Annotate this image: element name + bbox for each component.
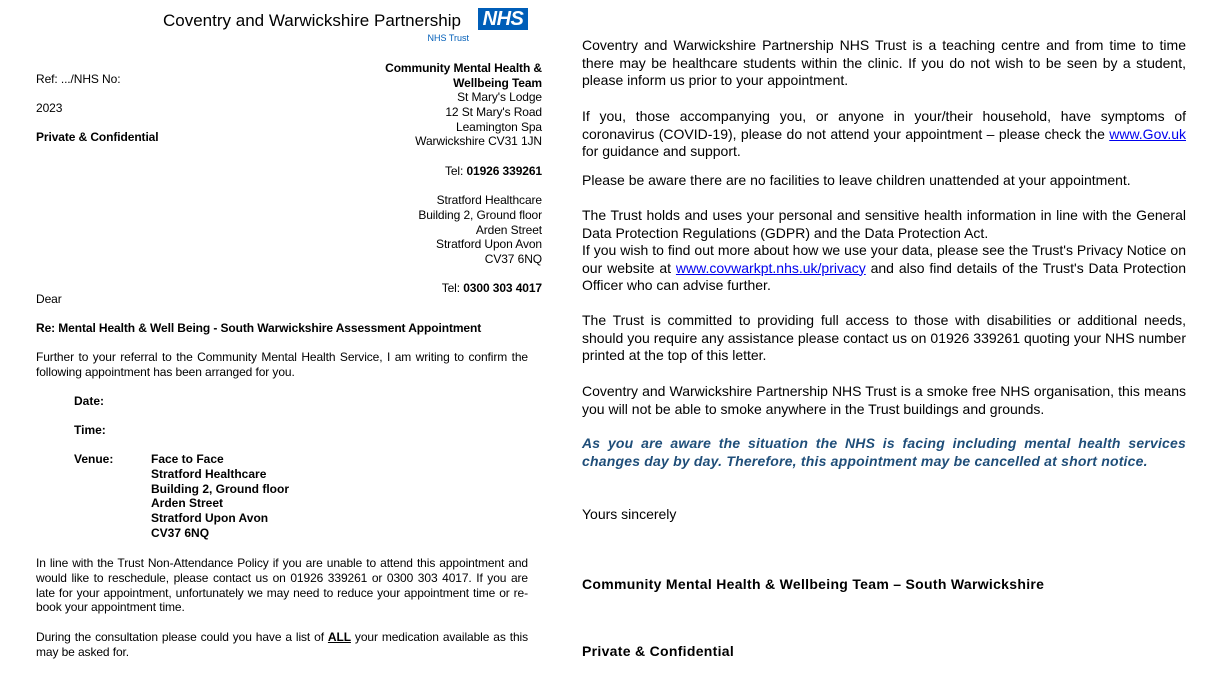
subject-line: Re: Mental Health & Well Being - South Warwickshire Assessment Appointment (36, 321, 482, 335)
letter-year: 2023 (36, 101, 63, 115)
nhs-trust-label: NHS Trust (427, 33, 469, 43)
telephone-stratford (442, 281, 542, 296)
smoke-free-paragraph: Coventry and Warwickshire Partnership NHS Trust is a smoke free NHS organisation, this means you will not be able to smoke anywhere in the Trust buildings and grounds. (582, 383, 1186, 417)
address-line: St Mary's Lodge (457, 90, 542, 104)
address-line: Arden Street (475, 222, 542, 237)
team-name-line: Community Mental Health & (385, 61, 542, 75)
address-line: Building 2, Ground floor (418, 207, 542, 222)
children-paragraph: Please be aware there are no facilities to leave children unattended at your appointment. (582, 172, 1131, 188)
tel-label: Tel: (444, 164, 464, 178)
venue-line: Stratford Upon Avon (151, 511, 269, 526)
covid-paragraph (582, 108, 1186, 161)
venue-label: Venue: (74, 452, 114, 466)
reference-line: Ref: .../NHS No: (36, 72, 121, 86)
venue-line: CV37 6NQ (151, 525, 210, 540)
private-confidential-footer: Private & Confidential (582, 643, 735, 659)
tel-number: 0300 303 4017 (463, 281, 542, 295)
venue-line: Building 2, Ground floor (151, 481, 289, 496)
gov-uk-link[interactable]: www.Gov.uk (1109, 125, 1186, 142)
non-attendance-policy: In line with the Trust Non-Attendance Policy if you are unable to attend this appointment and would like to reschedule, please contact us on 01926 339261 or 0300 303 4017. If you are late for your appointment, unfortunately we may need to reduce your appointment time or re-book your appointment time. (36, 556, 528, 615)
venue-line: Arden Street (151, 496, 224, 511)
address-block-leamington (415, 90, 542, 149)
medication-text: your medication available as this may be asked for. (36, 630, 528, 659)
privacy-text-end: and also find details of the Trust's Data Protection Officer who can advise further. (582, 259, 1186, 293)
teaching-centre-paragraph: Coventry and Warwickshire Partnership NHS Trust is a teaching centre and from time to time there may be healthcare students within the clinic. If you do not wish to be seen by a student, please inform us prior to your appointment. (582, 37, 1186, 88)
address-line: Leamington Spa (456, 119, 542, 134)
tel-number: 01926 339261 (466, 164, 542, 178)
time-label: Time: (74, 423, 106, 437)
venue-line: Stratford Healthcare (151, 466, 267, 481)
intro-paragraph: Further to your referral to the Community Mental Health Service, I am writing to confirm the following appointment has been arranged for you. (36, 350, 528, 379)
nhs-logo: NHS (478, 8, 528, 30)
telephone-leamington (445, 164, 542, 179)
yours-sincerely: Yours sincerely (582, 506, 677, 522)
accessibility-paragraph: The Trust is committed to providing full access to those with disabilities or additional needs, should you require any assistance please contact us on 01926 339261 quoting your NHS number printed at the top of this letter. (582, 312, 1186, 363)
address-line: Stratford Healthcare (436, 193, 542, 207)
address-block-stratford (418, 193, 542, 267)
covid-text: for guidance and support. (582, 143, 741, 159)
venue-details (151, 452, 289, 541)
medication-paragraph (36, 630, 528, 660)
privacy-link[interactable]: www.covwarkpt.nhs.uk/privacy (675, 259, 866, 276)
team-name-line: Wellbeing Team (453, 75, 542, 90)
gdpr-text: The Trust holds and uses your personal and sensitive health information in line with the General Data Protection Regulations (GDPR) and the Data Protection Act. (582, 207, 1186, 241)
medication-all-emphasis: ALL (327, 630, 351, 644)
date-label: Date: (74, 394, 105, 408)
cancellation-notice: As you are aware the situation the NHS is facing including mental health services changes day by day. Therefore, this appointment may be cancelled at short notice. (582, 435, 1186, 469)
privacy-text-start: If you wish to find out more about how we use your data, please see the Trust's Privacy Notice on our website at (582, 242, 1186, 276)
salutation: Dear (36, 292, 62, 306)
address-line: 12 St Mary's Road (445, 104, 542, 119)
privacy-text (582, 242, 1186, 295)
address-line: Stratford Upon Avon (436, 237, 542, 252)
venue-line: Face to Face (151, 452, 224, 466)
address-line: Warwickshire CV31 1JN (415, 134, 542, 149)
trust-name-header: Coventry and Warwickshire Partnership (163, 11, 461, 30)
private-confidential-label: Private & Confidential (36, 130, 159, 144)
team-name (385, 61, 542, 91)
team-signature: Community Mental Health & Wellbeing Team – South Warwickshire (582, 576, 1045, 592)
tel-label: Tel: (441, 281, 460, 295)
medication-text: During the consultation please could you have a list of (36, 630, 328, 644)
covid-text: If you, those accompanying you, or anyone in your/their household, have symptoms of coronavirus (COVID-19), please do not attend your appointment – please check the (582, 108, 1186, 142)
address-line: CV37 6NQ (484, 252, 542, 267)
gdpr-paragraph (582, 207, 1186, 295)
